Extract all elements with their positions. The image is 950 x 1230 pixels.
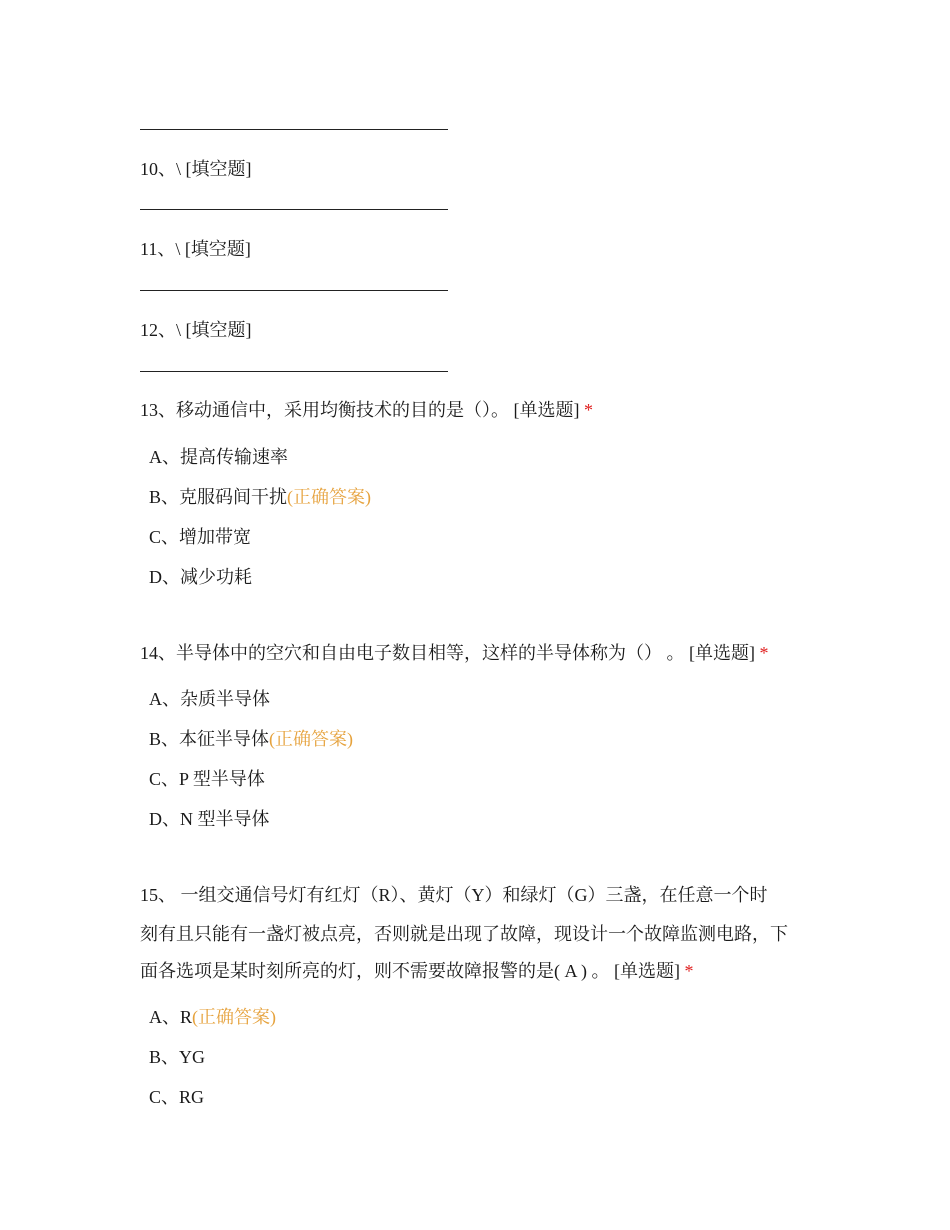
- question-15-title-line-1: 15、 一组交通信号灯有红灯（R）、黄灯（Y）和绿灯（G）三盏，在任意一个时: [140, 885, 768, 905]
- option-text: A、R: [149, 1007, 193, 1027]
- answer-blank-line[interactable]: [140, 290, 448, 291]
- option-text: C、RG: [149, 1087, 205, 1107]
- required-mark: *: [684, 961, 694, 981]
- question-13-option-d[interactable]: [149, 565, 252, 589]
- answer-blank-line[interactable]: [140, 209, 448, 210]
- question-13-option-c[interactable]: [149, 525, 251, 549]
- question-15-title-line-3: [140, 959, 693, 983]
- correct-answer-tag: (正确答案): [287, 487, 372, 507]
- question-13-title: [140, 398, 593, 422]
- correct-answer-tag: (正确答案): [269, 729, 354, 749]
- question-15-option-b[interactable]: [149, 1045, 205, 1069]
- question-13-option-a[interactable]: [149, 445, 288, 469]
- option-text: D、N 型半导体: [149, 809, 270, 829]
- option-text: B、克服码间干扰: [149, 487, 288, 507]
- answer-blank-line[interactable]: [140, 371, 448, 372]
- option-text: B、YG: [149, 1047, 206, 1067]
- question-15-text: 面各选项是某时刻所亮的灯，则不需要故障报警的是( A ) 。 [单选题]: [140, 961, 680, 981]
- question-14-title: [140, 641, 769, 665]
- question-13-option-b[interactable]: [149, 485, 371, 509]
- option-text: A、杂质半导体: [149, 689, 270, 709]
- correct-answer-tag: (正确答案): [192, 1007, 277, 1027]
- question-15-title-line-2: 刻有且只能有一盏灯被点亮，否则就是出现了故障，现设计一个故障监测电路，下: [140, 924, 788, 944]
- question-14-option-a[interactable]: [149, 687, 270, 711]
- question-14-option-c[interactable]: [149, 767, 265, 791]
- question-10-title: 10、\ [填空题]: [140, 159, 252, 179]
- question-14-text: 14、半导体中的空穴和自由电子数目相等，这样的半导体称为（） 。 [单选题]: [140, 643, 755, 663]
- option-text: C、P 型半导体: [149, 769, 265, 789]
- answer-blank-line[interactable]: [140, 129, 448, 130]
- option-text: B、本征半导体: [149, 729, 270, 749]
- option-text: A、提高传输速率: [149, 447, 288, 467]
- question-13-text: 13、移动通信中，采用均衡技术的目的是（）。 [单选题]: [140, 400, 580, 420]
- option-text: C、增加带宽: [149, 527, 252, 547]
- question-14-option-b[interactable]: [149, 727, 353, 751]
- question-14-option-d[interactable]: [149, 807, 270, 831]
- required-mark: *: [584, 400, 593, 420]
- option-text: D、减少功耗: [149, 567, 252, 587]
- question-11-title: 11、\ [填空题]: [140, 239, 251, 259]
- required-mark: *: [759, 643, 769, 663]
- question-15-option-c[interactable]: [149, 1085, 204, 1109]
- question-15-option-a[interactable]: [149, 1005, 276, 1029]
- question-12-title: 12、\ [填空题]: [140, 320, 252, 340]
